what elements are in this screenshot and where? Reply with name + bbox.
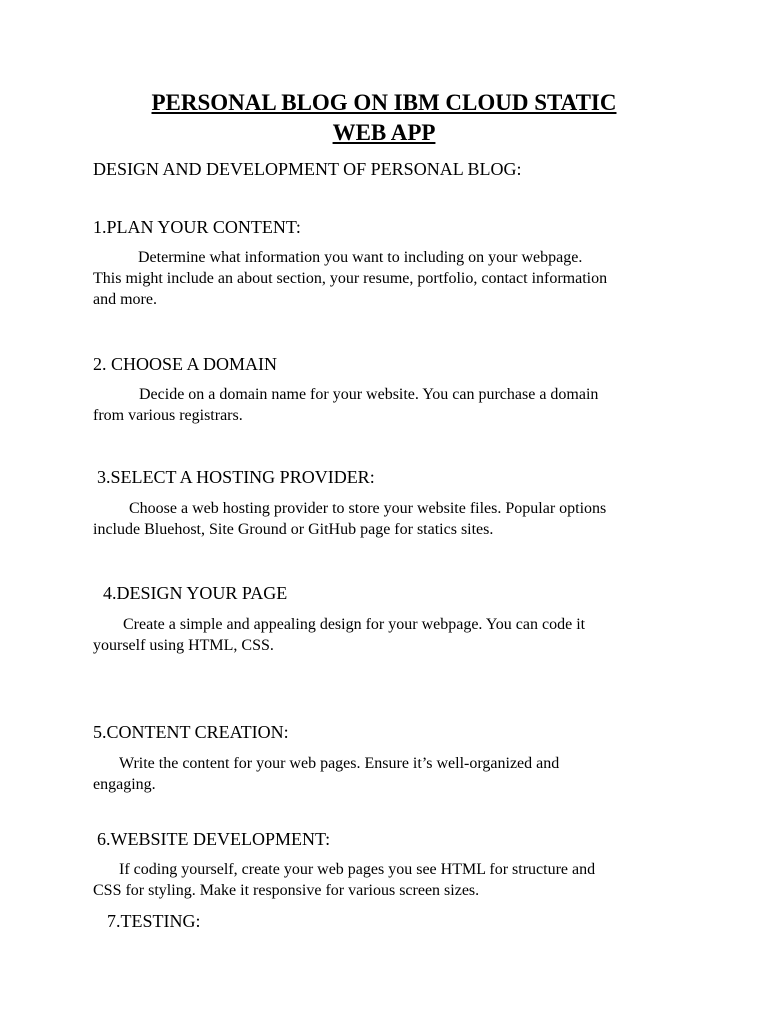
- section-body-content-creation: [93, 753, 559, 795]
- paragraph-line: Decide on a domain name for your website. You can purchase a domain: [139, 386, 599, 403]
- paragraph-line: Choose a web hosting provider to store your website files. Popular options: [129, 500, 607, 517]
- paragraph-line: engaging.: [93, 776, 156, 793]
- section-body-plan-content: [93, 247, 607, 310]
- paragraph-line: This might include an about section, your resume, portfolio, contact information: [93, 270, 608, 287]
- section-body-hosting-provider: [93, 498, 606, 540]
- paragraph-line: If coding yourself, create your web pages you see HTML for structure and: [119, 861, 596, 878]
- document-title-line-1: PERSONAL BLOG ON IBM CLOUD STATIC: [151, 90, 617, 115]
- section-heading-choose-domain: 2. CHOOSE A DOMAIN: [93, 354, 278, 374]
- section-heading-testing: 7.TESTING:: [107, 911, 201, 931]
- paragraph-line: CSS for styling. Make it responsive for various screen sizes.: [93, 882, 480, 899]
- paragraph-line: yourself using HTML, CSS.: [93, 637, 274, 654]
- section-heading-design-page: 4.DESIGN YOUR PAGE: [103, 583, 288, 603]
- document-title-line-2: WEB APP: [332, 120, 436, 145]
- paragraph-line: Create a simple and appealing design for your webpage. You can code it: [123, 616, 586, 633]
- section-heading-website-development: 6.WEBSITE DEVELOPMENT:: [97, 829, 331, 849]
- document-subtitle: DESIGN AND DEVELOPMENT OF PERSONAL BLOG:: [93, 159, 522, 179]
- section-body-design-page: [93, 614, 585, 656]
- section-body-website-development: [93, 859, 595, 901]
- paragraph-line: from various registrars.: [93, 407, 243, 424]
- paragraph-line: Write the content for your web pages. Ensure it’s well-organized and: [119, 755, 560, 772]
- section-heading-content-creation: 5.CONTENT CREATION:: [93, 722, 289, 742]
- paragraph-line: Determine what information you want to including on your webpage.: [138, 249, 583, 266]
- section-heading-hosting-provider: 3.SELECT A HOSTING PROVIDER:: [97, 467, 375, 487]
- paragraph-line: and more.: [93, 291, 157, 308]
- section-heading-plan-content: 1.PLAN YOUR CONTENT:: [93, 217, 301, 237]
- section-body-choose-domain: [93, 384, 598, 426]
- paragraph-line: include Bluehost, Site Ground or GitHub page for statics sites.: [93, 521, 494, 538]
